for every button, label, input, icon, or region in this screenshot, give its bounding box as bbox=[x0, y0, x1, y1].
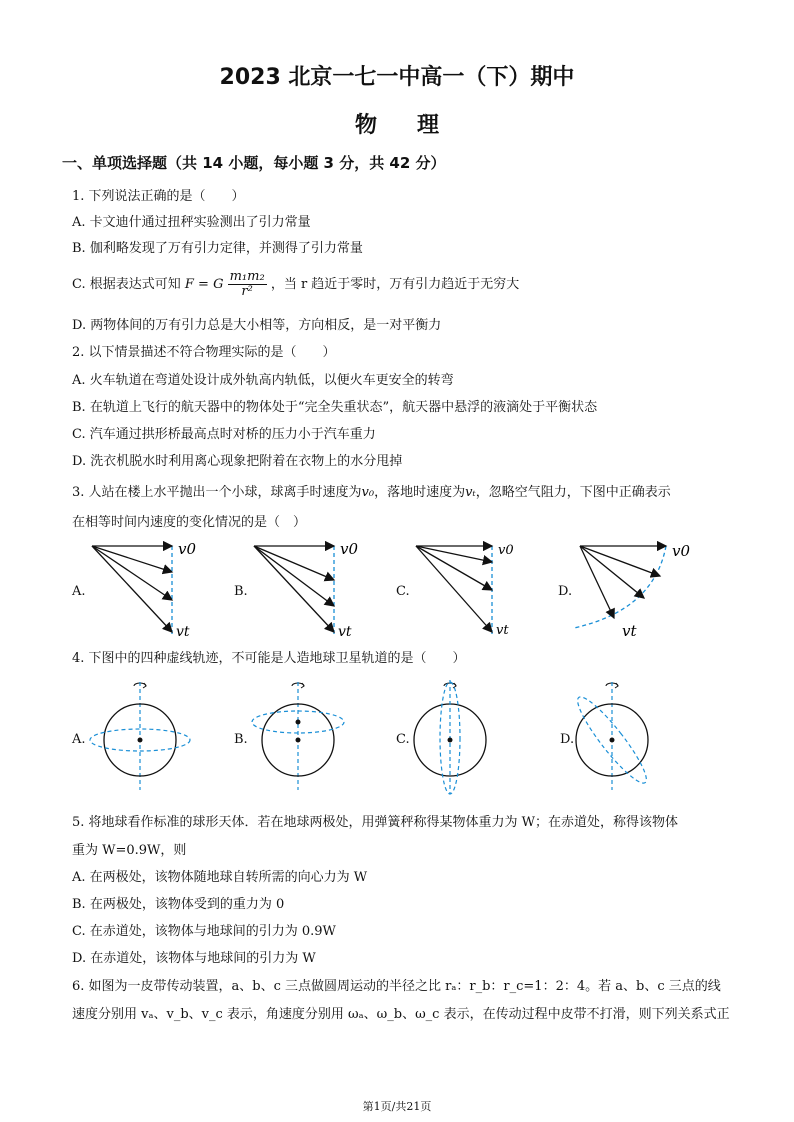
q6-line1: 6. 如图为一皮带传动装置，a、b、c 三点做圆周运动的半径之比 rₐ：r_b：r_c=1：2：4。若 a、b、c 三点的线 bbox=[72, 979, 721, 994]
vt-label: vt bbox=[496, 623, 509, 638]
velocity-diagram-c bbox=[414, 540, 534, 640]
vt-label: vt bbox=[338, 624, 352, 640]
q1-option-c bbox=[72, 270, 519, 300]
v0-label: v0 bbox=[498, 543, 514, 558]
q4-label-c: C. bbox=[396, 732, 410, 747]
q2-option-b: B. 在轨道上飞行的航天器中的物体处于“完全失重状态”，航天器中悬浮的液滴处于平衡状态 bbox=[72, 400, 598, 415]
vt-label: vt bbox=[176, 624, 190, 640]
q3-vt: vₜ bbox=[465, 485, 476, 500]
q2-option-c: C. 汽车通过拱形桥最高点时对桥的压力小于汽车重力 bbox=[72, 427, 376, 442]
q1-option-c-prefix: C. 根据表达式可知 bbox=[72, 277, 181, 292]
formula-denominator: r² bbox=[241, 284, 253, 299]
page-footer: 第1页/共21页 bbox=[362, 1100, 432, 1113]
q3-stem-part1: 3. 人站在楼上水平抛出一个小球，球离手时速度为 bbox=[72, 485, 362, 500]
q3-v0: v₀ bbox=[361, 485, 375, 500]
q5-option-a: A. 在两极处，该物体随地球自转所需的向心力为 W bbox=[72, 870, 368, 885]
q2-option-d: D. 洗衣机脱水时利用离心现象把附着在衣物上的水分甩掉 bbox=[72, 454, 403, 469]
velocity-diagram-a bbox=[90, 540, 210, 640]
q6-line2: 速度分别用 vₐ、v_b、v_c 表示，角速度分别用 ωₐ、ω_b、ω_c 表示，在传动过程中皮带不打滑，则下列关系式正 bbox=[72, 1007, 730, 1022]
v0-label: v0 bbox=[340, 540, 359, 558]
q4-label-a: A. bbox=[72, 732, 86, 747]
q3-label-a: A. bbox=[72, 584, 86, 599]
q2-stem: 2. 以下情景描述不符合物理实际的是（ ） bbox=[72, 345, 336, 360]
subject-title: 物理 bbox=[354, 113, 479, 138]
q5-stem-line2: 重为 W=0.9W，则 bbox=[72, 843, 187, 858]
q1-option-c-suffix: ，当 r 趋近于零时，万有引力趋近于无穷大 bbox=[270, 277, 520, 292]
velocity-diagram-d bbox=[574, 540, 704, 640]
q3-label-d: D. bbox=[558, 584, 573, 599]
q1-stem: 1. 下列说法正确的是（ ） bbox=[72, 189, 245, 204]
formula-fraction bbox=[228, 270, 267, 299]
q3-stem-part2: ，落地时速度为 bbox=[374, 485, 466, 500]
q5-option-c: C. 在赤道处，该物体与地球间的引力为 0.9W bbox=[72, 924, 336, 939]
orbit-diagram-b bbox=[246, 676, 356, 796]
q1-option-b: B. 伽利略发现了万有引力定律，并测得了引力常量 bbox=[72, 241, 363, 256]
q1-option-a: A. 卡文迪什通过扭秤实验测出了引力常量 bbox=[72, 215, 311, 230]
q3-label-b: B. bbox=[234, 584, 248, 599]
orbit-diagram-c bbox=[404, 676, 514, 796]
velocity-diagram-b bbox=[252, 540, 372, 640]
formula-numerator: m₁m₂ bbox=[229, 269, 265, 284]
formula-lhs: F = G bbox=[184, 277, 224, 292]
q4-label-d: D. bbox=[560, 732, 575, 747]
section-heading: 一、单项选择题（共 14 小题，每小题 3 分，共 42 分） bbox=[62, 154, 446, 172]
orbit-diagram-d bbox=[570, 676, 680, 796]
v0-label: v0 bbox=[178, 540, 197, 558]
exam-title: 2023 北京一七一中高一（下）期中 bbox=[219, 65, 575, 90]
v0-label: v0 bbox=[672, 542, 691, 560]
q2-option-a: A. 火车轨道在弯道处设计成外轨高内轨低，以便火车更安全的转弯 bbox=[72, 373, 454, 388]
q5-stem-line1: 5. 将地球看作标准的球形天体．若在地球两极处，用弹簧秤称得某物体重力为 W；在赤道处，称得该物体 bbox=[72, 815, 679, 830]
q3-label-c: C. bbox=[396, 584, 410, 599]
q5-option-d: D. 在赤道处，该物体与地球间的引力为 W bbox=[72, 951, 316, 966]
q5-option-b: B. 在两极处，该物体受到的重力为 0 bbox=[72, 897, 285, 912]
q4-stem: 4. 下图中的四种虚线轨迹，不可能是人造地球卫星轨道的是（ ） bbox=[72, 651, 466, 666]
q3-stem-line2: 在相等时间内速度的变化情况的是（ ） bbox=[72, 515, 307, 530]
q1-option-d: D. 两物体间的万有引力总是大小相等，方向相反，是一对平衡力 bbox=[72, 318, 442, 333]
q4-label-b: B. bbox=[234, 732, 248, 747]
vt-label: vt bbox=[622, 622, 637, 640]
orbit-diagram-a bbox=[88, 676, 198, 796]
q3-stem-part3: ，忽略空气阻力，下图中正确表示 bbox=[475, 485, 671, 500]
q3-stem-line1 bbox=[72, 484, 671, 502]
